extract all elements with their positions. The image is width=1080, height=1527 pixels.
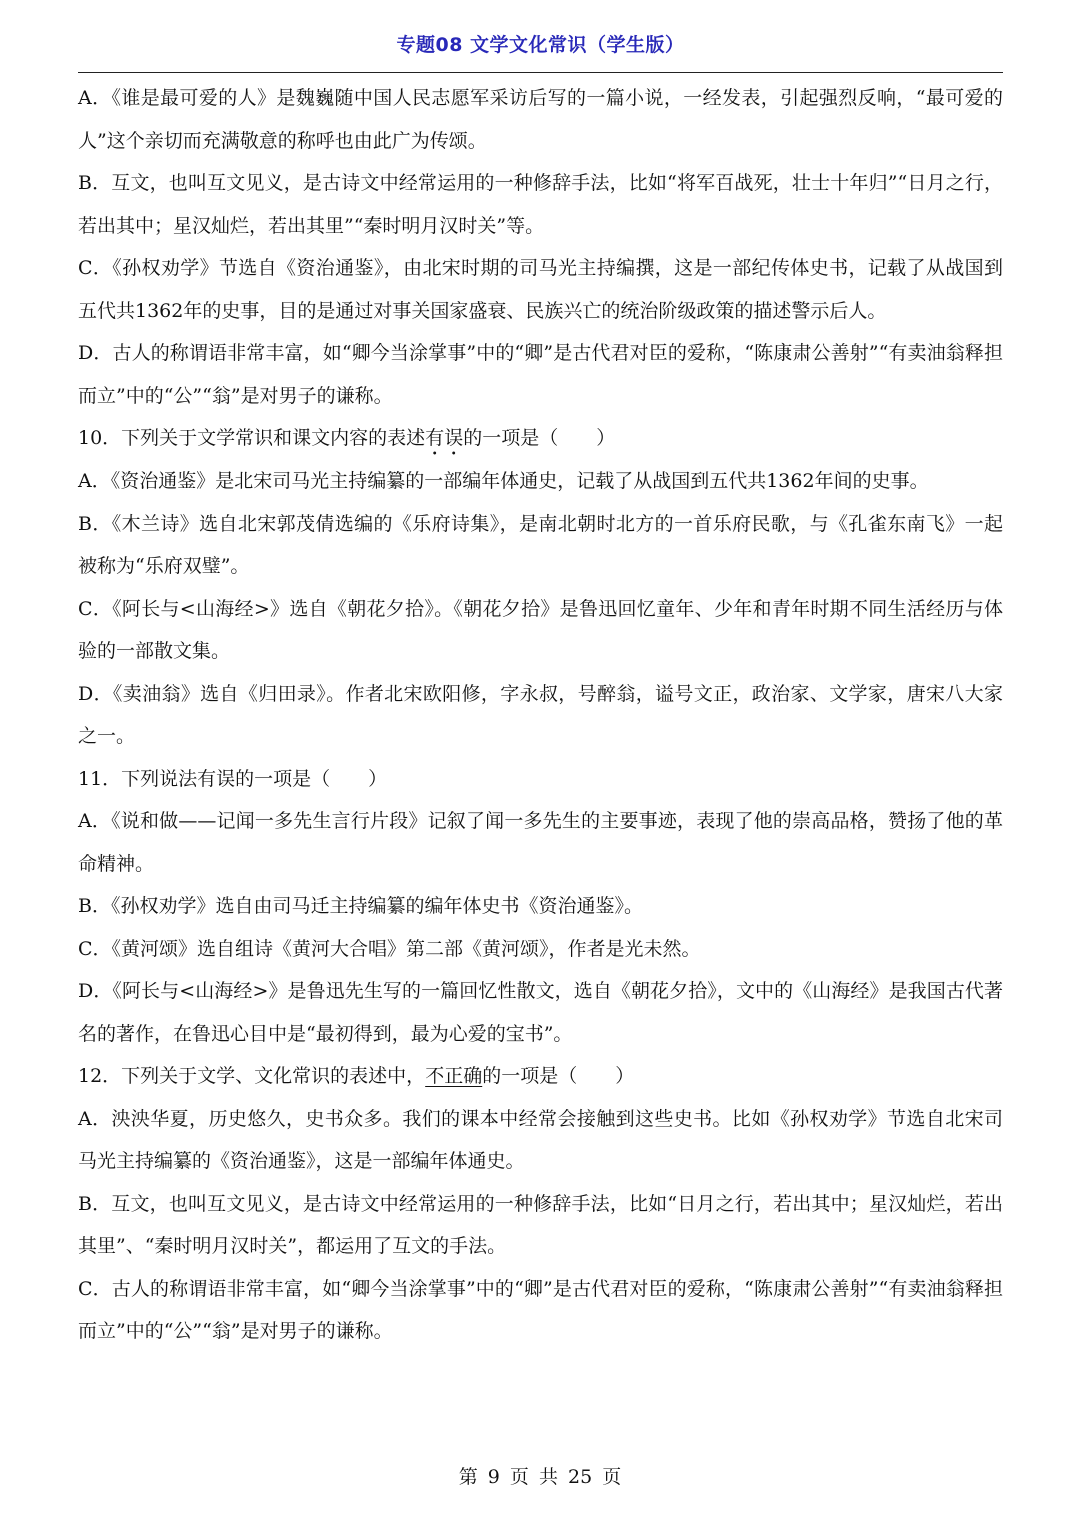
q10-option-b: B．《木兰诗》选自北宋郭茂倩选编的《乐府诗集》，是南北朝时北方的一首乐府民歌，与《孔雀东南飞》一起被称为“乐府双璧”。 bbox=[78, 512, 1003, 577]
q10-stem bbox=[78, 417, 1003, 460]
q12-option-c: C．古人的称谓语非常丰富，如“卿今当涂掌事”中的“卿”是古代君对臣的爱称，“陈康肃公善射”“有卖油翁释担而立”中的“公”“翁”是对男子的谦称。 bbox=[78, 1277, 1003, 1342]
q12-stem bbox=[78, 1055, 1003, 1098]
q12-option-a: A．泱泱华夏，历史悠久，史书众多。我们的课本中经常会接触到这些史书。比如《孙权劝学》节选自北宋司马光主持编纂的《资治通鉴》，这是一部编年体通史。 bbox=[78, 1107, 1003, 1172]
q10-stem-after: 的一项是（ ） bbox=[463, 427, 616, 449]
q10-option-c: C．《阿长与<山海经>》选自《朝花夕拾》。《朝花夕拾》是鲁迅回忆童年、少年和青年时期不同生活经历与体验的一部散文集。 bbox=[78, 597, 1003, 662]
q10-stem-emphasis: 有误 bbox=[425, 427, 464, 449]
q10-stem-before: 10．下列关于文学常识和课文内容的表述 bbox=[78, 427, 426, 449]
q11-stem: 11．下列说法有误的一项是（ ） bbox=[78, 767, 388, 790]
q10-option-d: D．《卖油翁》选自《归田录》。作者北宋欧阳修，字永叔，号醉翁，谥号文正，政治家、文学家，唐宋八大家之一。 bbox=[78, 682, 1003, 747]
q12-stem-before: 12．下列关于文学、文化常识的表述中， bbox=[78, 1065, 426, 1087]
page-footer-number: 第 9 页 共 25 页 bbox=[458, 1466, 622, 1488]
q12-option-b: B．互文，也叫互文见义，是古诗文中经常运用的一种修辞手法，比如“日月之行，若出其中；星汉灿烂，若出其里”、“秦时明月汉时关”，都运用了互文的手法。 bbox=[78, 1192, 1003, 1257]
q11-option-b: B．《孙权劝学》选自由司马迁主持编纂的编年体史书《资治通鉴》。 bbox=[78, 895, 643, 917]
header-divider bbox=[78, 72, 1003, 73]
q11-option-c: C．《黄河颂》选自组诗《黄河大合唱》第二部《黄河颂》，作者是光未然。 bbox=[78, 937, 701, 960]
q9-option-a: A．《谁是最可爱的人》是魏巍随中国人民志愿军采访后写的一篇小说，一经发表，引起强烈反响，“最可爱的人”这个亲切而充满敬意的称呼也由此广为传颂。 bbox=[78, 87, 1003, 152]
q9-option-c: C．《孙权劝学》节选自《资治通鉴》，由北宋时期的司马光主持编撰，这是一部纪传体史书，记载了从战国到五代共1362年的史事，目的是通过对事关国家盛衰、民族兴亡的统治阶级政策的描述警示后人。 bbox=[78, 257, 1003, 322]
q11-option-d: D．《阿长与<山海经>》是鲁迅先生写的一篇回忆性散文，选自《朝花夕拾》，文中的《山海经》是我国古代著名的著作，在鲁迅心目中是“最初得到，最为心爱的宝书”。 bbox=[78, 980, 1003, 1045]
page-header-title: 专题08 文学文化常识（学生版） bbox=[396, 34, 685, 56]
q11-option-a: A．《说和做——记闻一多先生言行片段》记叙了闻一多先生的主要事迹，表现了他的崇高品格，赞扬了他的革命精神。 bbox=[78, 810, 1003, 875]
q9-option-b: B．互文，也叫互文见义，是古诗文中经常运用的一种修辞手法，比如“将军百战死，壮士十年归”“日月之行，若出其中；星汉灿烂，若出其里”“秦时明月汉时关”等。 bbox=[78, 172, 1003, 237]
q12-stem-after: 的一项是（ ） bbox=[482, 1065, 635, 1087]
q10-option-a: A．《资治通鉴》是北宋司马光主持编纂的一部编年体通史，记载了从战国到五代共1362年间的史事。 bbox=[78, 470, 929, 492]
q12-stem-emphasis: 不正确 bbox=[425, 1065, 483, 1087]
q9-option-d: D．古人的称谓语非常丰富，如“卿今当涂掌事”中的“卿”是古代君对臣的爱称，“陈康肃公善射”“有卖油翁释担而立”中的“公”“翁”是对男子的谦称。 bbox=[78, 342, 1003, 407]
document-body bbox=[78, 77, 1003, 1353]
